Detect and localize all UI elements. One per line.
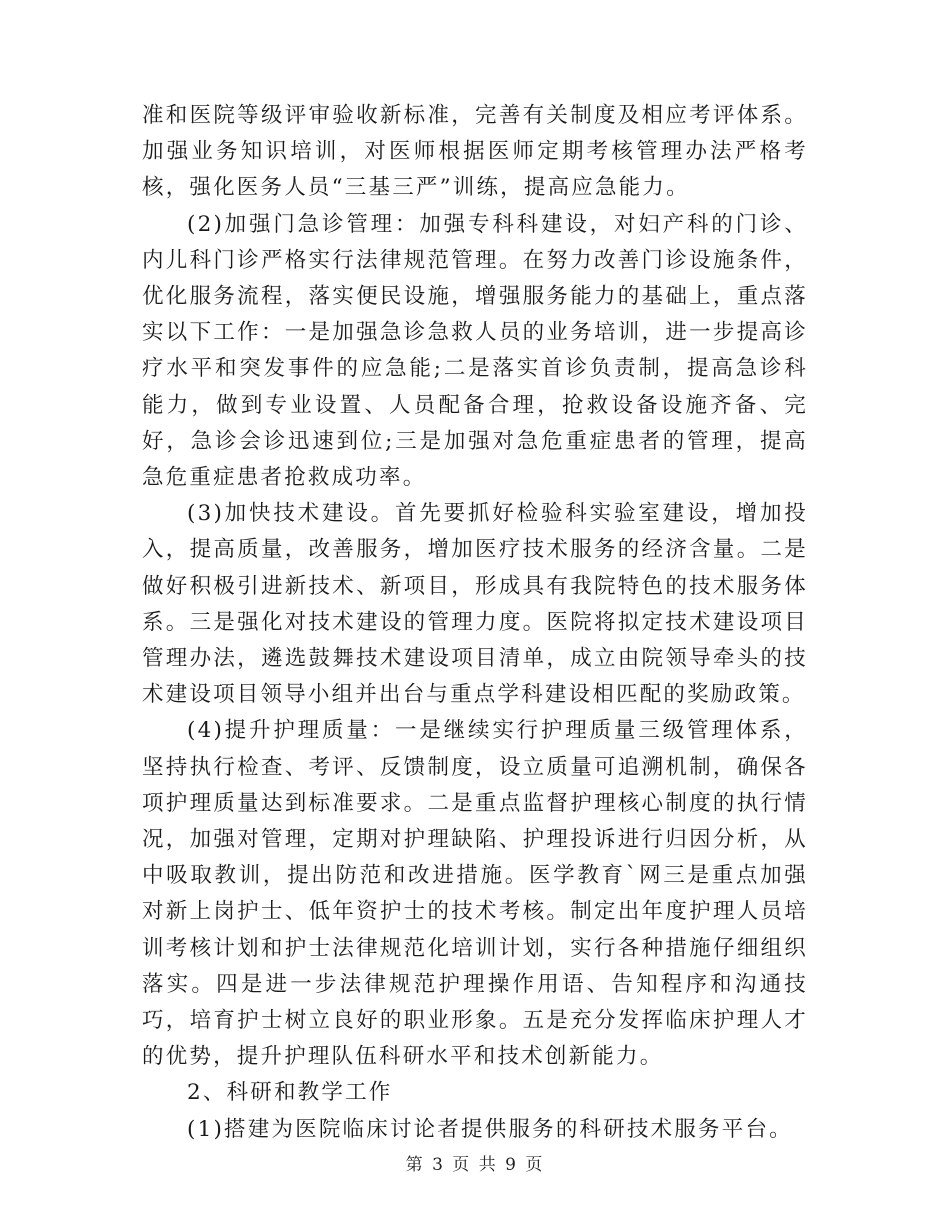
paragraph-technology-construction: (3)加快技术建设。首先要抓好检验科实验室建设，增加投入，提高质量，改善服务，增加医疗技术服务的经济含量。二是做好积极引进新技术、新项目，形成具有我院特色的技术服务体系。三是强化对技术建设的管理力度。医院将拟定技术建设项目管理办法，遴选鼓舞技术建设项目清单，成立由院领导牵头的技术建设项目领导小组并出台与重点学科建设相匹配的奖励政策。 [142,501,808,708]
page-number-footer: 第 3 页 共 9 页 [405,1155,545,1175]
paragraph-nursing-quality: (4)提升护理质量：一是继续实行护理质量三级管理体系，坚持执行检查、考评、反馈制度，设立质量可追溯机制，确保各项护理质量达到标准要求。二是重点监督护理核心制度的执行情况，加强对管理，定期对护理缺陷、护理投诉进行归因分析，从中吸取教训，提出防范和改进措施。医学教育`网三是重点加强对新上岗护士、低年资护士的技术考核。制定出年度护理人员培训考核计划和护士法律规范化培训计划，实行各种措施仔细组织落实。四是进一步法律规范护理操作用语、告知程序和沟通技巧，培育护士树立良好的职业形象。五是充分发挥临床护理人才的优势，提升护理队伍科研水平和技术创新能力。 [142,718,808,1070]
document-body [142,98,808,1148]
paragraph-continuation: 准和医院等级评审验收新标准，完善有关制度及相应考评体系。加强业务知识培训，对医师根据医师定期考核管理办法严格考核，强化医务人员“三基三严”训练，提高应急能力。 [142,103,808,201]
section-heading-research-teaching: 2、科研和教学工作 [187,1080,393,1106]
paragraph-research-platform: (1)搭建为医院临床讨论者提供服务的科研技术服务平台。 [187,1116,793,1142]
paragraph-emergency-management: (2)加强门急诊管理：加强专科科建设，对妇产科的门诊、内儿科门诊严格实行法律规范管理。在努力改善门诊设施条件，优化服务流程，落实便民设施，增强服务能力的基础上，重点落实以下工作：一是加强急诊急救人员的业务培训，进一步提高诊疗水平和突发事件的应急能;二是落实首诊负责制，提高急诊科能力，做到专业设置、人员配备合理，抢救设备设施齐备、完好，急诊会诊迅速到位;三是加强对急危重症患者的管理，提高急危重症患者抢救成功率。 [142,211,808,491]
